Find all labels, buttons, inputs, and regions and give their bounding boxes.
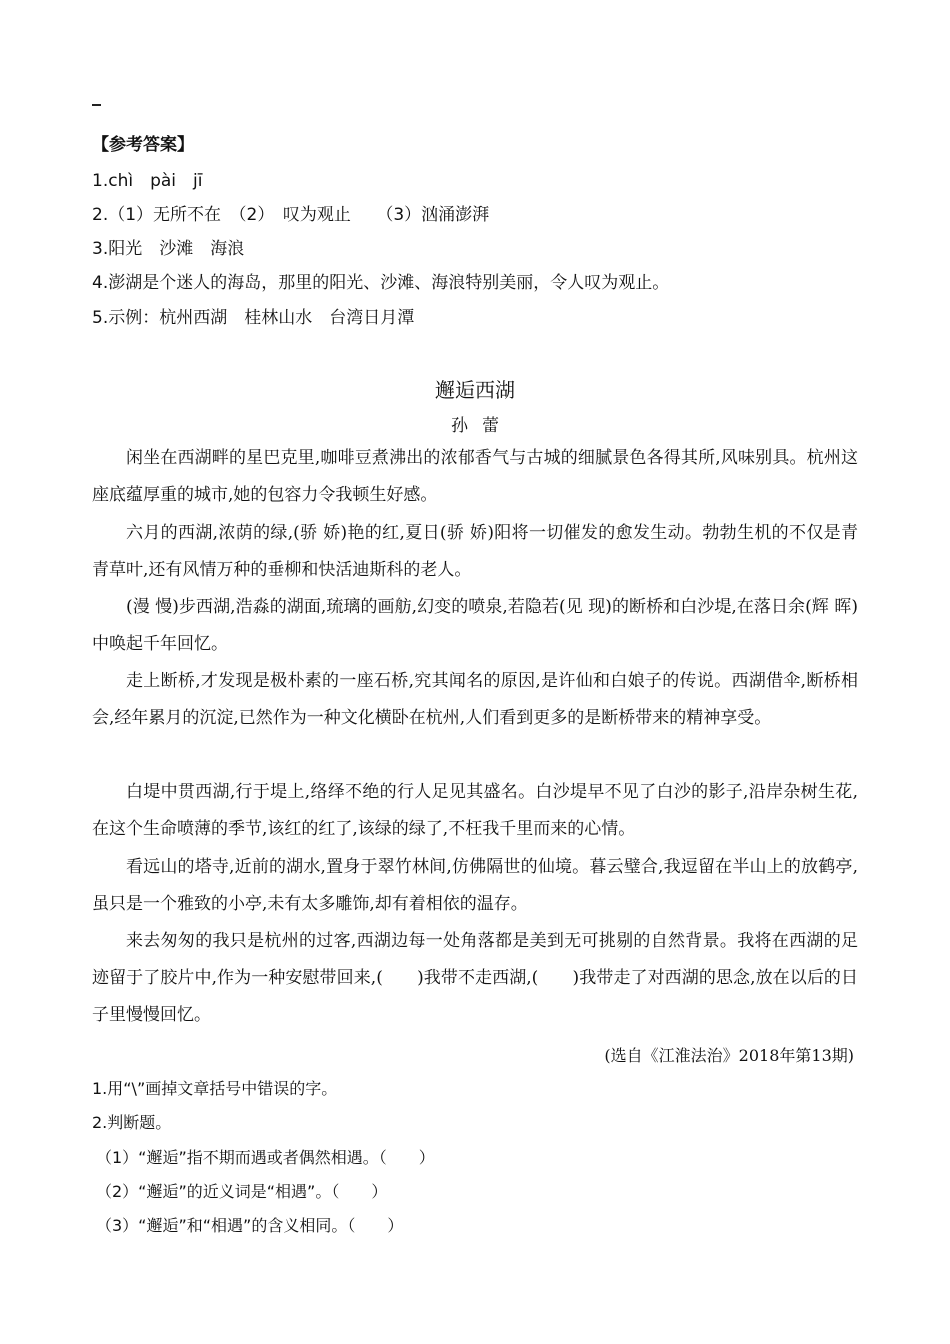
question-2: 2.判断题。	[92, 1113, 172, 1132]
article-paragraph: 走上断桥,才发现是极朴素的一座石桥,究其闻名的原因,是许仙和白娘子的传说。西湖借伞,断桥相会,经年累月的沉淀,已然作为一种文化横卧在杭州,人们看到更多的是断桥带来的精神享受。	[92, 671, 858, 728]
top-dash-mark	[92, 104, 101, 106]
answer-item: 4.澎湖是个迷人的海岛，那里的阳光、沙滩、海浪特别美丽，令人叹为观止。	[92, 273, 670, 293]
article-paragraph: 闲坐在西湖畔的星巴克里,咖啡豆煮沸出的浓郁香气与古城的细腻景色各得其所,风味别具。杭州这座底蕴厚重的城市,她的包容力令我顿生好感。	[92, 448, 858, 505]
true-false-item: （1）“邂逅”指不期而遇或者偶然相遇。（ ）	[96, 1148, 435, 1167]
article-paragraph: 来去匆匆的我只是杭州的过客,西湖边每一处角落都是美到无可挑剔的自然背景。我将在西湖的足迹留于了胶片中,作为一种安慰带回来,( )我带不走西湖,( )我带走了对西湖的思念,放在以后的日子里慢慢回忆。	[92, 931, 858, 1025]
article-title: 邂逅西湖	[435, 378, 515, 402]
answer-item: 2.（1）无所不在 （2） 叹为观止 （3）汹涌澎湃	[92, 205, 490, 225]
question-1: 1.用“\”画掉文章括号中错误的字。	[92, 1079, 338, 1098]
article-author: 孙蕾	[451, 416, 513, 436]
article-paragraph: 白堤中贯西湖,行于堤上,络绎不绝的行人足见其盛名。白沙堤早不见了白沙的影子,沿岸杂树生花,在这个生命喷薄的季节,该红的红了,该绿的绿了,不枉我千里而来的心情。	[92, 782, 858, 839]
article-paragraph: 六月的西湖,浓荫的绿,(骄 娇)艳的红,夏日(骄 娇)阳将一切催发的愈发生动。勃勃生机的不仅是青青草叶,还有风情万种的垂柳和快活迪斯科的老人。	[92, 523, 858, 580]
true-false-item: （3）“邂逅”和“相遇”的含义相同。（ ）	[96, 1216, 404, 1235]
answer-item: 5.示例：杭州西湖 桂林山水 台湾日月潭	[92, 308, 415, 328]
article-paragraph: 看远山的塔寺,近前的湖水,置身于翠竹林间,仿佛隔世的仙境。暮云璧合,我逗留在半山上的放鹤亭,虽只是一个雅致的小亭,未有太多雕饰,却有着相依的温存。	[92, 857, 858, 914]
article-paragraph: (漫 慢)步西湖,浩淼的湖面,琉璃的画舫,幻变的喷泉,若隐若(见 现)的断桥和白沙堤,在落日余(辉 晖)中唤起千年回忆。	[92, 597, 858, 654]
answer-item: 3.阳光 沙滩 海浪	[92, 239, 245, 259]
article-source: (选自《江淮法治》2018年第13期)	[604, 1046, 854, 1065]
true-false-item: （2）“邂逅”的近义词是“相遇”。（ ）	[96, 1182, 388, 1201]
answer-item: 1.chì pài jī	[92, 171, 203, 191]
answers-heading: 【参考答案】	[92, 135, 194, 155]
